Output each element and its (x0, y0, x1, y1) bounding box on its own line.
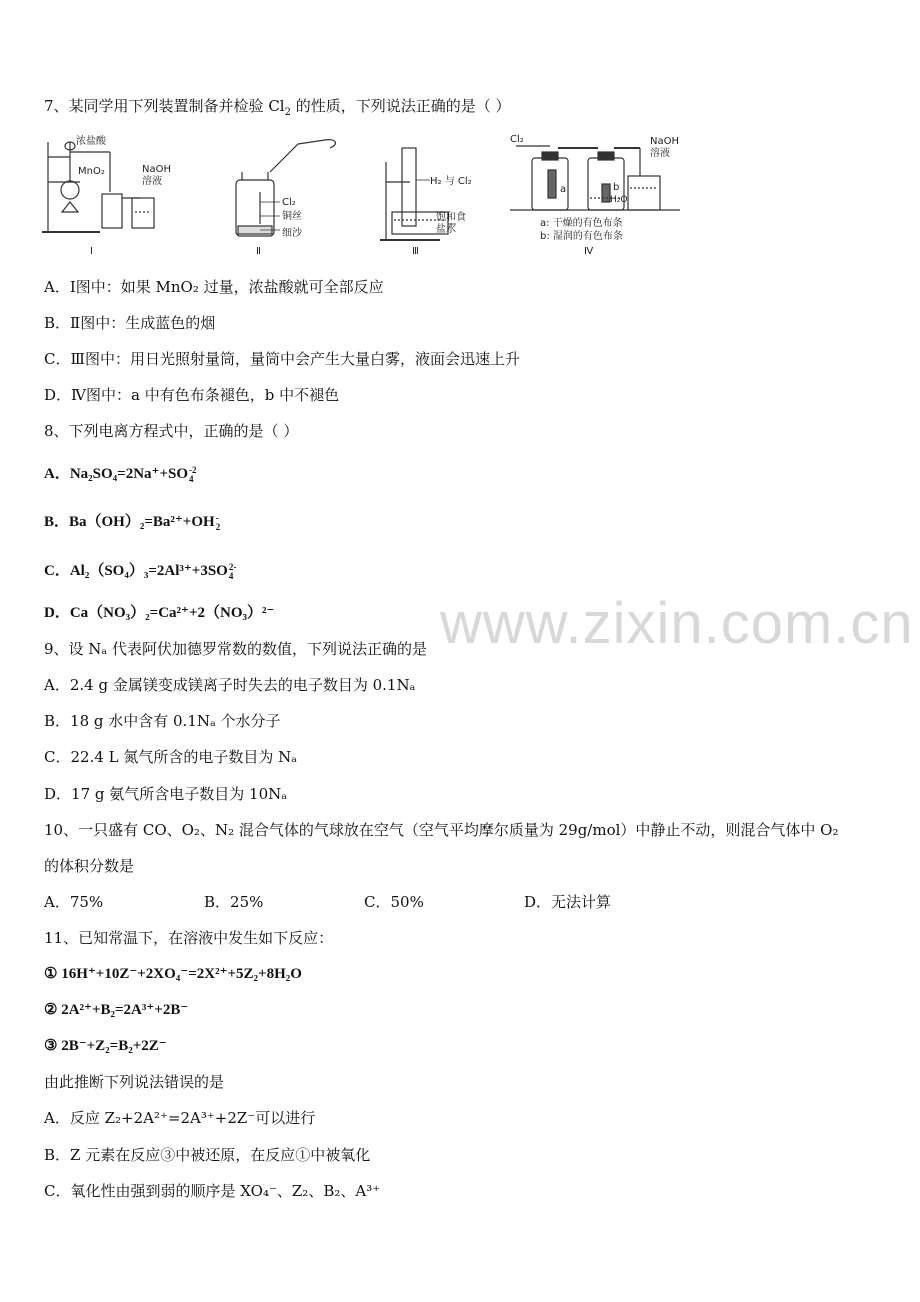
q11-stem: 11、已知常温下，在溶液中发生如下反应： (44, 929, 334, 947)
svg-text:Ⅲ: Ⅲ (412, 246, 419, 257)
q7-option-c[interactable]: C．Ⅲ图中：用日光照射量筒，量筒中会产生大量白雾，液面会迅速上升 (44, 350, 520, 368)
svg-text:b: b (613, 182, 620, 193)
q8-option-c[interactable]: C．Al₂（SO₄）₃=2Al³⁺+3SO 2- 4 (44, 561, 237, 581)
svg-text:MnO₂: MnO₂ (78, 166, 105, 177)
q10-option-d[interactable]: D．无法计算 (524, 893, 612, 911)
q7-option-b[interactable]: B．Ⅱ图中：生成蓝色的烟 (44, 314, 216, 332)
q8-option-a[interactable]: A．Na₂SO₄=2Na⁺+SO -2 4 (44, 464, 197, 484)
q10-stem: 10、一只盛有 CO、O₂、N₂ 混合气体的气球放在空气（空气平均摩尔质量为 29g/mol）中静止不动，则混合气体中 O₂ (44, 821, 839, 839)
figure-2 (236, 140, 335, 257)
figure-1 (42, 134, 171, 257)
svg-text:Ⅰ: Ⅰ (90, 246, 93, 257)
svg-text:细沙: 细沙 (282, 228, 302, 239)
q8-option-d[interactable]: D．Ca（NO₃）₂=Ca²⁺+2（NO₃）²⁻ (44, 605, 275, 621)
q11-reaction-2: ② 2A²⁺+B₂=2A³⁺+2B⁻ (44, 1002, 189, 1018)
q10-option-b[interactable]: B．25% (204, 893, 264, 911)
q11-option-a[interactable]: A．反应 Z₂+2A²⁺=2A³⁺+2Z⁻可以进行 (44, 1109, 316, 1127)
q10-stem-cont: 的体积分数是 (44, 857, 135, 875)
q9-option-a[interactable]: A．2.4 g 金属镁变成镁离子时失去的电子数目为 0.1Nₐ (44, 676, 416, 694)
q7-stem: 7、某同学用下列装置制备并检验 $Cl_2$ 的性质，下列说法正确的是（ ） (44, 97, 511, 118)
figure-3 (380, 148, 472, 257)
svg-text:NaOH: NaOH (142, 164, 171, 175)
q9-option-d[interactable]: D．17 g 氨气所含电子数目为 10Nₐ (44, 785, 288, 803)
q9-option-c[interactable]: C．22.4 L 氮气所含的电子数目为 Nₐ (44, 748, 298, 766)
svg-text:盐水: 盐水 (436, 224, 456, 235)
svg-text:b: 湿润的有色布条: b: 湿润的有色布条 (540, 231, 623, 242)
q9-stem: 9、设 Nₐ 代表阿伏加德罗常数的数值，下列说法正确的是 (44, 640, 427, 658)
svg-text:H₂O: H₂O (610, 195, 628, 205)
svg-text:NaOH: NaOH (650, 136, 679, 147)
q10-options (44, 892, 611, 912)
q10-option-c[interactable]: C．50% (364, 893, 424, 911)
svg-text:溶液: 溶液 (142, 176, 162, 187)
q11-option-c[interactable]: C．氧化性由强到弱的顺序是 XO₄⁻、Z₂、B₂、A³⁺ (44, 1182, 381, 1200)
q7-option-a[interactable]: A．Ⅰ图中：如果 MnO₂ 过量，浓盐酸就可全部反应 (44, 278, 384, 296)
svg-text:Ⅳ: Ⅳ (584, 246, 594, 257)
q11-reaction-3: ③ 2B⁻+Z₂=B₂+2Z⁻ (44, 1038, 167, 1054)
svg-text:Cl₂: Cl₂ (282, 197, 296, 208)
svg-text:a: a (560, 184, 567, 195)
q11-reaction-1: ① 16H⁺+10Z⁻+2XO₄⁻=2X²⁺+5Z₂+8H₂O (44, 966, 302, 982)
svg-text:Ⅱ: Ⅱ (256, 246, 261, 257)
figure-4 (510, 134, 680, 257)
svg-text:饱和食: 饱和食 (436, 212, 466, 223)
svg-text:溶液: 溶液 (650, 148, 670, 159)
svg-text:铜丝: 铜丝 (282, 211, 302, 222)
apparatus-figures (40, 132, 700, 262)
svg-text:H₂ 与 Cl₂: H₂ 与 Cl₂ (430, 176, 472, 187)
q9-option-b[interactable]: B．18 g 水中含有 0.1Nₐ 个水分子 (44, 712, 281, 730)
q11-ask: 由此推断下列说法错误的是 (44, 1073, 225, 1091)
svg-text:a: 干燥的有色布条: a: 干燥的有色布条 (540, 218, 623, 229)
watermark: www.zixin.com.cn (440, 591, 914, 656)
svg-text:浓盐酸: 浓盐酸 (76, 136, 106, 147)
q8-stem: 8、下列电离方程式中，正确的是（ ） (44, 422, 299, 440)
q11-option-b[interactable]: B．Z 元素在反应③中被还原，在反应①中被氧化 (44, 1146, 371, 1164)
svg-text:Cl₂: Cl₂ (510, 134, 524, 145)
q7-option-d[interactable]: D．Ⅳ图中：a 中有色布条褪色，b 中不褪色 (44, 386, 340, 404)
q10-option-a[interactable]: A．75% (44, 893, 104, 911)
q8-option-b[interactable]: B．Ba（OH）₂=Ba²⁺+OH - 2 (44, 512, 221, 532)
